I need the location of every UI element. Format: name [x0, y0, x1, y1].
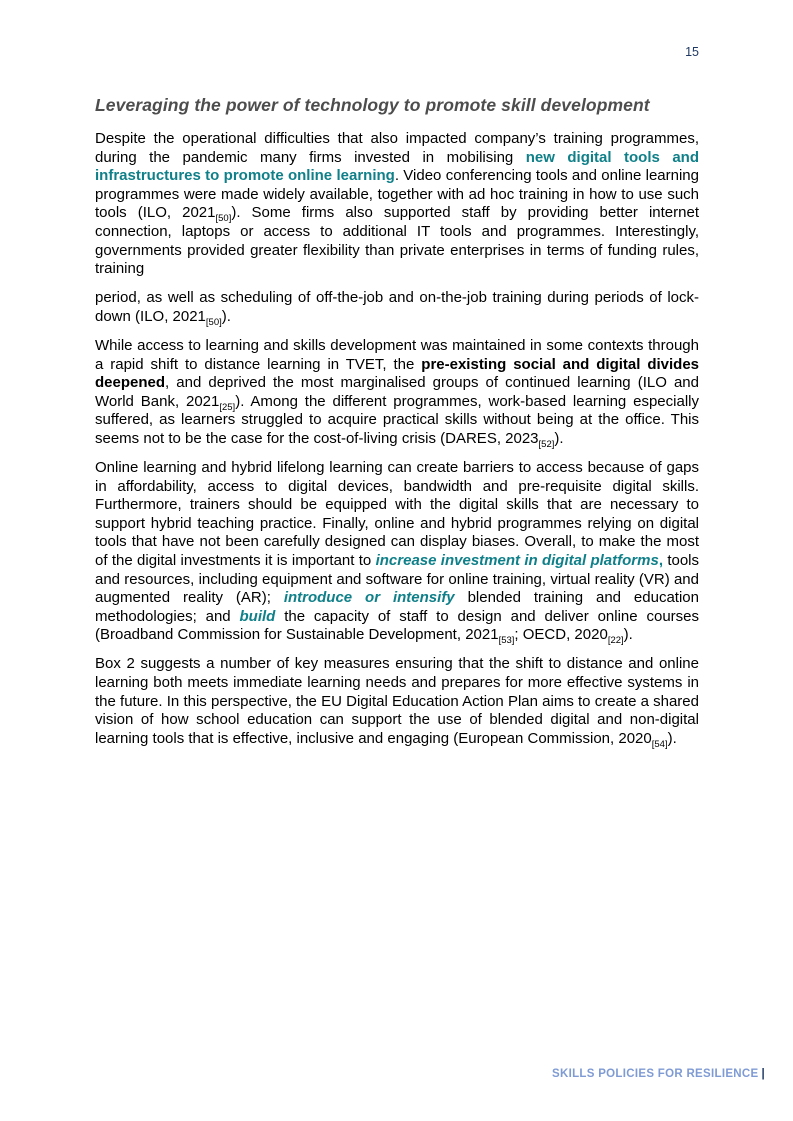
paragraph: [95, 655, 699, 748]
text-run: ).: [554, 429, 564, 447]
text-run: While access to learning and skills development was maintained in some contexts through a rapid shift to distance learning in TVET, the: [95, 336, 699, 373]
text-run: pre-existing social and digital divides deepened: [95, 355, 700, 392]
citation-subscript: [53]: [498, 635, 515, 647]
text-run: ).: [667, 729, 677, 747]
footer-separator: |: [761, 1068, 765, 1080]
text-run: increase investment in digital platforms: [375, 551, 659, 569]
citation-subscript: [52]: [538, 438, 555, 450]
text-run: Online learning and hybrid lifelong learning can create barriers to access because of gaps in affordability, access to digital devices, bandwidth and pre-requisite digital skills. Furthermore, trainers should be equipped with the digital skills that are necessary to support hybrid teaching practice. Finally, online and hybrid programmes relying on digital tools that have not been carefully designed can display biases. Overall, to make the most of the digital investments it is important to: [95, 459, 699, 569]
paragraph: [95, 130, 699, 279]
text-run: blended training and education methodologies; and: [95, 589, 699, 625]
text-run: introduce or intensify: [283, 589, 455, 607]
text-run: Box 2 suggests a number of key measures ensuring that the shift to distance and online learning both meets immediate learning needs and prepares for more effective systems in the future. In this perspective, the EU Digital Education Action Plan aims to create a shared vision of how school education can support the use of blended digital and non-digital learning tools that is effective, inclusive and engaging (European Commission, 2020: [95, 655, 699, 747]
text-run: the capacity of staff to design and deliver online courses (Broadband Commission for Sustainable Development, 2021: [95, 607, 699, 644]
text-run: . Video conferencing tools and online learning programmes were made widely available, together with ad hoc training in how to use such tools (ILO, 2021: [95, 167, 699, 222]
body-paragraphs: [95, 130, 699, 748]
text-run: , and deprived the most marginalised groups of continued learning (ILO and World Bank, 2021: [95, 374, 699, 410]
text-run: ).: [221, 307, 231, 325]
citation-subscript: [50]: [215, 213, 232, 225]
citation-subscript: [22]: [607, 635, 624, 647]
text-run: build: [239, 607, 276, 625]
page-number: 15: [685, 45, 699, 59]
text-run: period, as well as scheduling of off-the-job and on-the-job training during periods of lock-down (ILO, 2021: [95, 289, 699, 325]
citation-subscript: [50]: [205, 316, 222, 328]
footer-running-title: SKILLS POLICIES FOR RESILIENCE: [552, 1068, 759, 1080]
section-heading: Leveraging the power of technology to promote skill development: [95, 95, 650, 115]
page-footer: [552, 1068, 765, 1080]
page-content: [95, 95, 699, 759]
citation-subscript: [25]: [219, 401, 236, 413]
paragraph: [95, 289, 699, 326]
text-run: ). Some firms also supported staff by providing better internet connection, laptops or access to additional IT tools and programmes. Interestingly, governments provided greater flexibility than private enterprises in terms of funding rules, training: [95, 204, 699, 278]
text-run: new digital tools and infrastructures to promote online learning: [95, 148, 699, 185]
text-run: ). Among the different programmes, work-based learning especially suffered, as learners struggled to acquire practical skills without being at the office. This seems not to be the case for the cost-of-living crisis (DARES, 2023: [95, 392, 699, 447]
citation-subscript: [54]: [651, 738, 668, 750]
paragraph: [95, 337, 699, 449]
text-run: ).: [623, 626, 633, 644]
text-run: Despite the operational difficulties that also impacted company’s training programmes, during the pandemic many firms invested in mobilising: [95, 130, 699, 166]
paragraph: [95, 459, 699, 645]
text-run: tools and resources, including equipment and software for online training, virtual reality (VR) and augmented reality (AR);: [95, 551, 700, 607]
text-run: ,: [658, 551, 663, 569]
text-run: ; OECD, 2020: [514, 626, 608, 644]
